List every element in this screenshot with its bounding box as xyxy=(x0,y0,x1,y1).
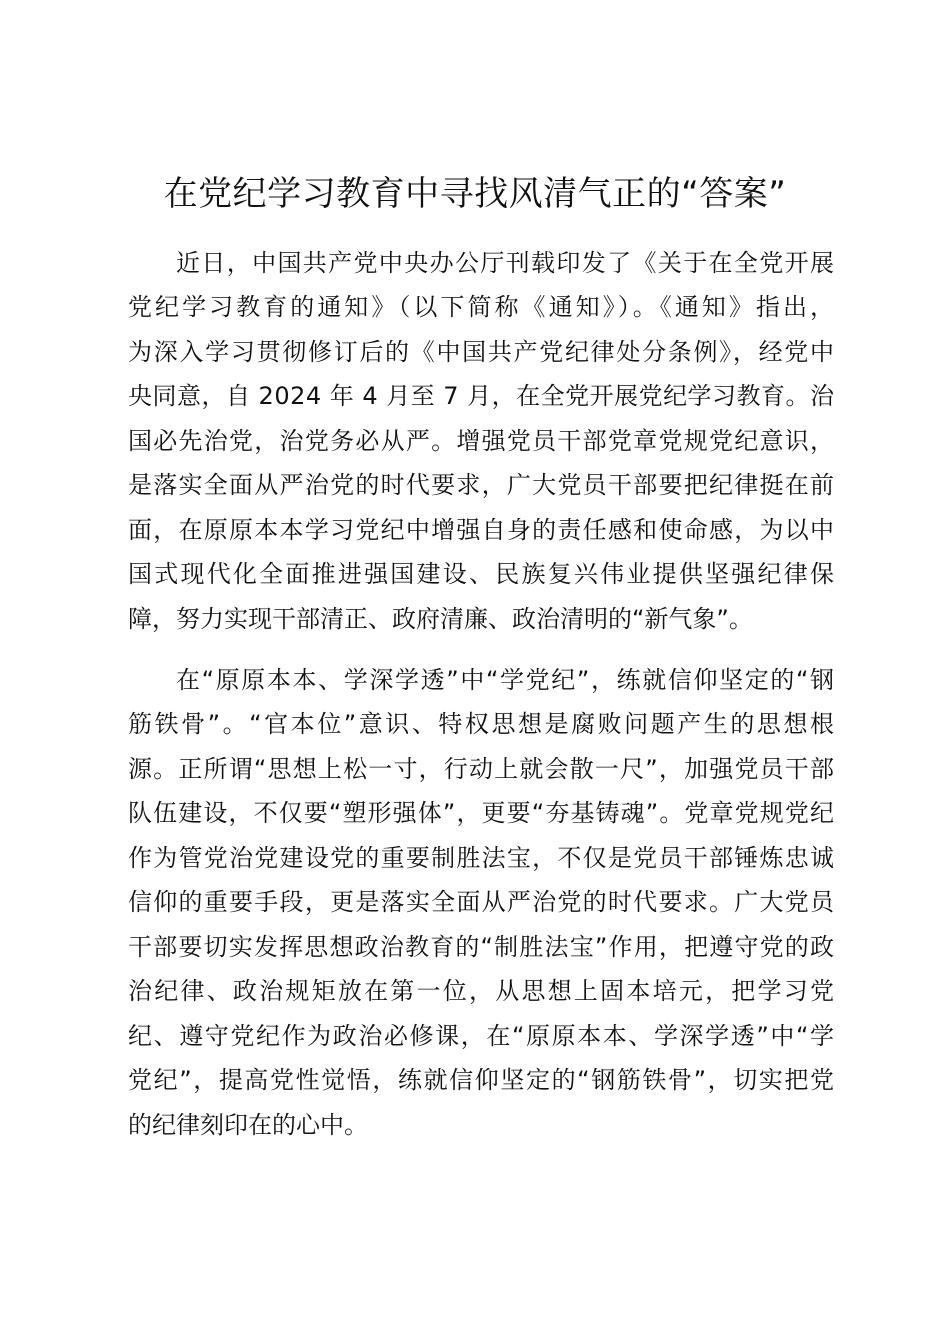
paragraph-line: 源。正所谓“思想上松一寸，行动上就会散一尺”，加强党员干部 xyxy=(128,755,836,783)
paragraph-line: 面，在原原本本学习党纪中增强自身的责任感和使命感，为以中 xyxy=(128,516,836,544)
document-title: 在党纪学习教育中寻找风清气正的“答案” xyxy=(163,174,787,214)
paragraph-line: 在“原原本本、学深学透”中“学党纪”，练就信仰坚定的“钢 xyxy=(176,666,836,694)
paragraph-line: 党纪”，提高党性觉悟，练就信仰坚定的“钢筋铁骨”，切实把党 xyxy=(128,1066,836,1094)
paragraph-line: 国必先治党，治党务必从严。增强党员干部党章党规党纪意识， xyxy=(128,427,836,455)
paragraph-line: 障，努力实现干部清正、政府清廉、政治清明的“新气象”。 xyxy=(128,605,753,633)
paragraph-line: 纪、遵守党纪作为政治必修课，在“原原本本、学深学透”中“学 xyxy=(128,1022,836,1050)
paragraph-line: 为深入学习贯彻修订后的《中国共产党纪律处分条例》，经党中 xyxy=(128,338,836,366)
paragraph-line: 作为管党治党建设党的重要制胜法宝，不仅是党员干部锤炼忠诚 xyxy=(128,844,836,872)
paragraph-line: 干部要切实发挥思想政治教育的“制胜法宝”作用，把遵守党的政 xyxy=(128,933,836,961)
paragraph-line: 是落实全面从严治党的时代要求，广大党员干部要把纪律挺在前 xyxy=(128,471,836,499)
paragraph-line: 党纪学习教育的通知》（以下简称《通知》）。《通知》指出， xyxy=(128,293,838,321)
paragraph-line: 信仰的重要手段，更是落实全面从严治党的时代要求。广大党员 xyxy=(128,888,836,916)
paragraph-line: 近日，中国共产党中央办公厅刊载印发了《关于在全党开展 xyxy=(176,249,836,277)
paragraph-line: 治纪律、政治规矩放在第一位，从思想上固本培元，把学习党 xyxy=(128,977,837,1005)
paragraph-line: 队伍建设，不仅要“塑形强体”，更要“夯基铸魂”。党章党规党纪 xyxy=(128,799,836,827)
paragraph-line: 央同意，自 2024 年 4 月至 7 月，在全党开展党纪学习教育。治 xyxy=(128,382,835,410)
paragraph-line: 筋铁骨”。“官本位”意识、特权思想是腐败问题产生的思想根 xyxy=(128,710,837,738)
paragraph-line: 的纪律刻印在的心中。 xyxy=(128,1111,368,1139)
paragraph-line: 国式现代化全面推进强国建设、民族复兴伟业提供坚强纪律保 xyxy=(128,560,837,588)
